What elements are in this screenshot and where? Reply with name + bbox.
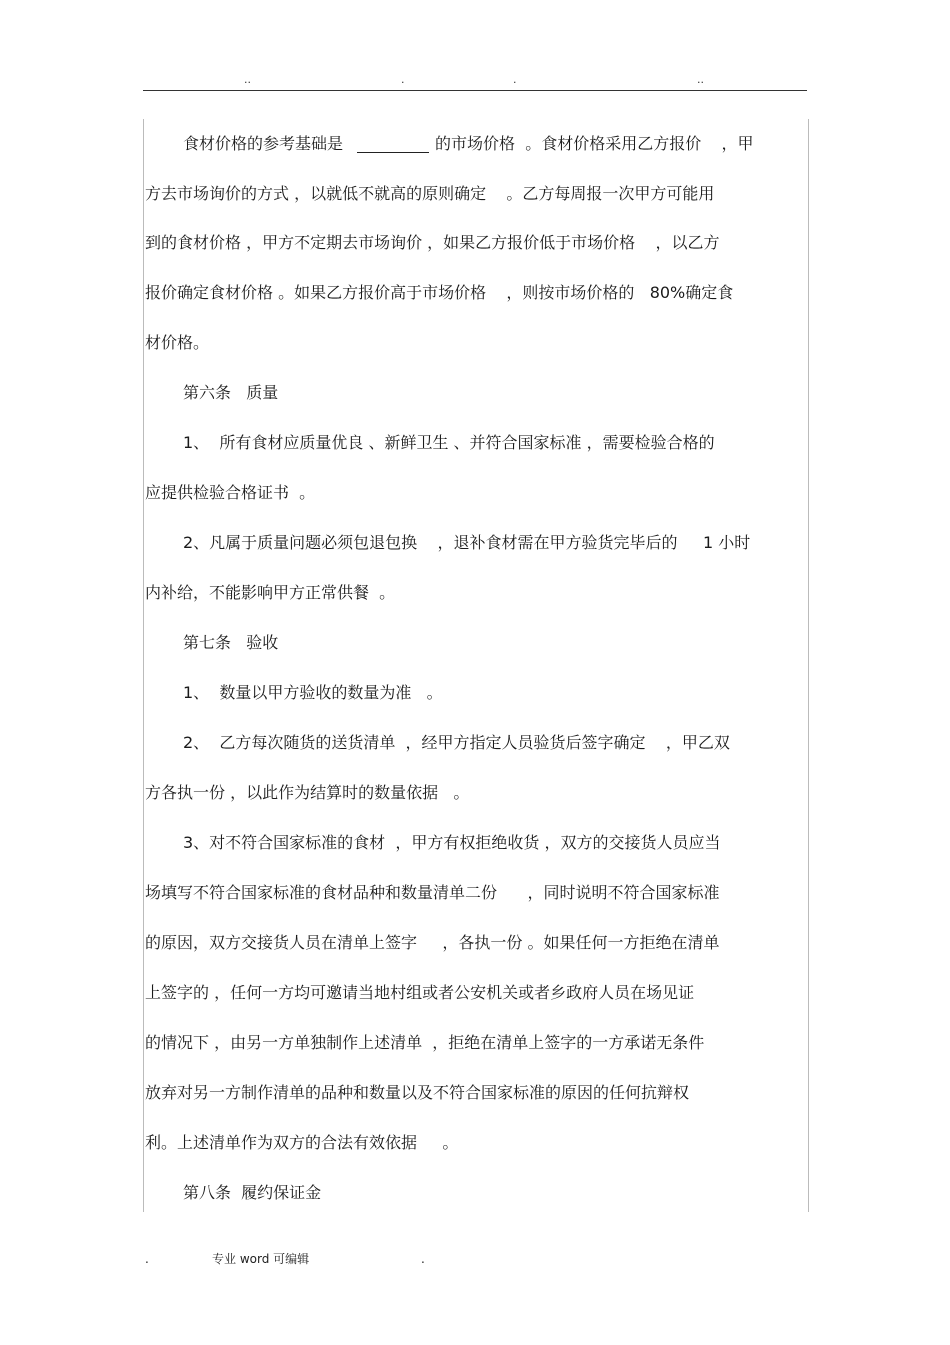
header-rule xyxy=(143,90,807,91)
header-mark-1: .. xyxy=(244,73,251,86)
paragraph-line: 上签字的 ，任何一方均可邀请当地村组或者公安机关或者乡政府人员在场见证 xyxy=(145,983,695,1002)
paragraph-line: 场填写不符合国家标准的食材品种和数量清单二份 ，同时说明不符合国家标准 xyxy=(145,883,720,902)
fill-in-blank xyxy=(357,136,429,153)
line-text: 食材价格的参考基础是 xyxy=(183,134,344,153)
paragraph-line: 2、 乙方每次随货的送货清单 ，经甲方指定人员验货后签字确定 ，甲乙双 xyxy=(183,733,730,752)
paragraph-line: 放弃对另一方制作清单的品种和数量以及不符合国家标准的原因的任何抗辩权 xyxy=(145,1083,690,1102)
paragraph-line: 的情况下 ，由另一方单独制作上述清单 ，拒绝在清单上签字的一方承诺无条件 xyxy=(145,1033,705,1052)
paragraph-line: 方各执一份 ，以此作为结算时的数量依据 。 xyxy=(145,783,470,802)
section-heading: 第八条 履约保证金 xyxy=(183,1183,322,1202)
paragraph-line: 1、 数量以甲方验收的数量为准 。 xyxy=(183,683,443,702)
paragraph-line xyxy=(183,134,754,154)
paragraph-line: 报价确定食材价格 。如果乙方报价高于市场价格 ，则按市场价格的 80%确定食 xyxy=(145,283,734,302)
paragraph-line: 3、对不符合国家标准的食材 ，甲方有权拒绝收货 ，双方的交接货人员应当 xyxy=(183,833,721,852)
paragraph-line: 应提供检验合格证书 。 xyxy=(145,483,316,502)
section-heading: 第七条 验收 xyxy=(183,633,279,652)
paragraph-line: 利。上述清单作为双方的合法有效依据 。 xyxy=(145,1133,459,1152)
paragraph-line: 到的食材价格 ，甲方不定期去市场询价 ，如果乙方报价低于市场价格 ，以乙方 xyxy=(145,233,720,252)
header-mark-3: . xyxy=(513,73,517,86)
paragraph-line: 内补给，不能影响甲方正常供餐 。 xyxy=(145,583,396,602)
footer-left-mark: . xyxy=(145,1252,149,1266)
footer-right-mark: . xyxy=(421,1252,425,1266)
paragraph-line: 1、 所有食材应质量优良 、新鲜卫生 、并符合国家标准 ，需要检验合格的 xyxy=(183,433,715,452)
header-mark-2: . xyxy=(401,73,405,86)
line-text: 的市场价格 。食材价格采用乙方报价 ，甲 xyxy=(435,134,754,153)
header-mark-4: .. xyxy=(697,73,704,86)
paragraph-line: 2、凡属于质量问题必须包退包换 ，退补食材需在甲方验货完毕后的 1 小时 xyxy=(183,533,751,552)
paragraph-line: 方去市场询价的方式 ，以就低不就高的原则确定 。乙方每周报一次甲方可能用 xyxy=(145,184,715,203)
paragraph-line: 的原因，双方交接货人员在清单上签字 ，各执一份 。如果任何一方拒绝在清单 xyxy=(145,933,720,952)
section-heading: 第六条 质量 xyxy=(183,383,279,402)
footer-label: 专业 word 可编辑 xyxy=(212,1252,310,1266)
paragraph-line: 材价格。 xyxy=(145,333,210,352)
